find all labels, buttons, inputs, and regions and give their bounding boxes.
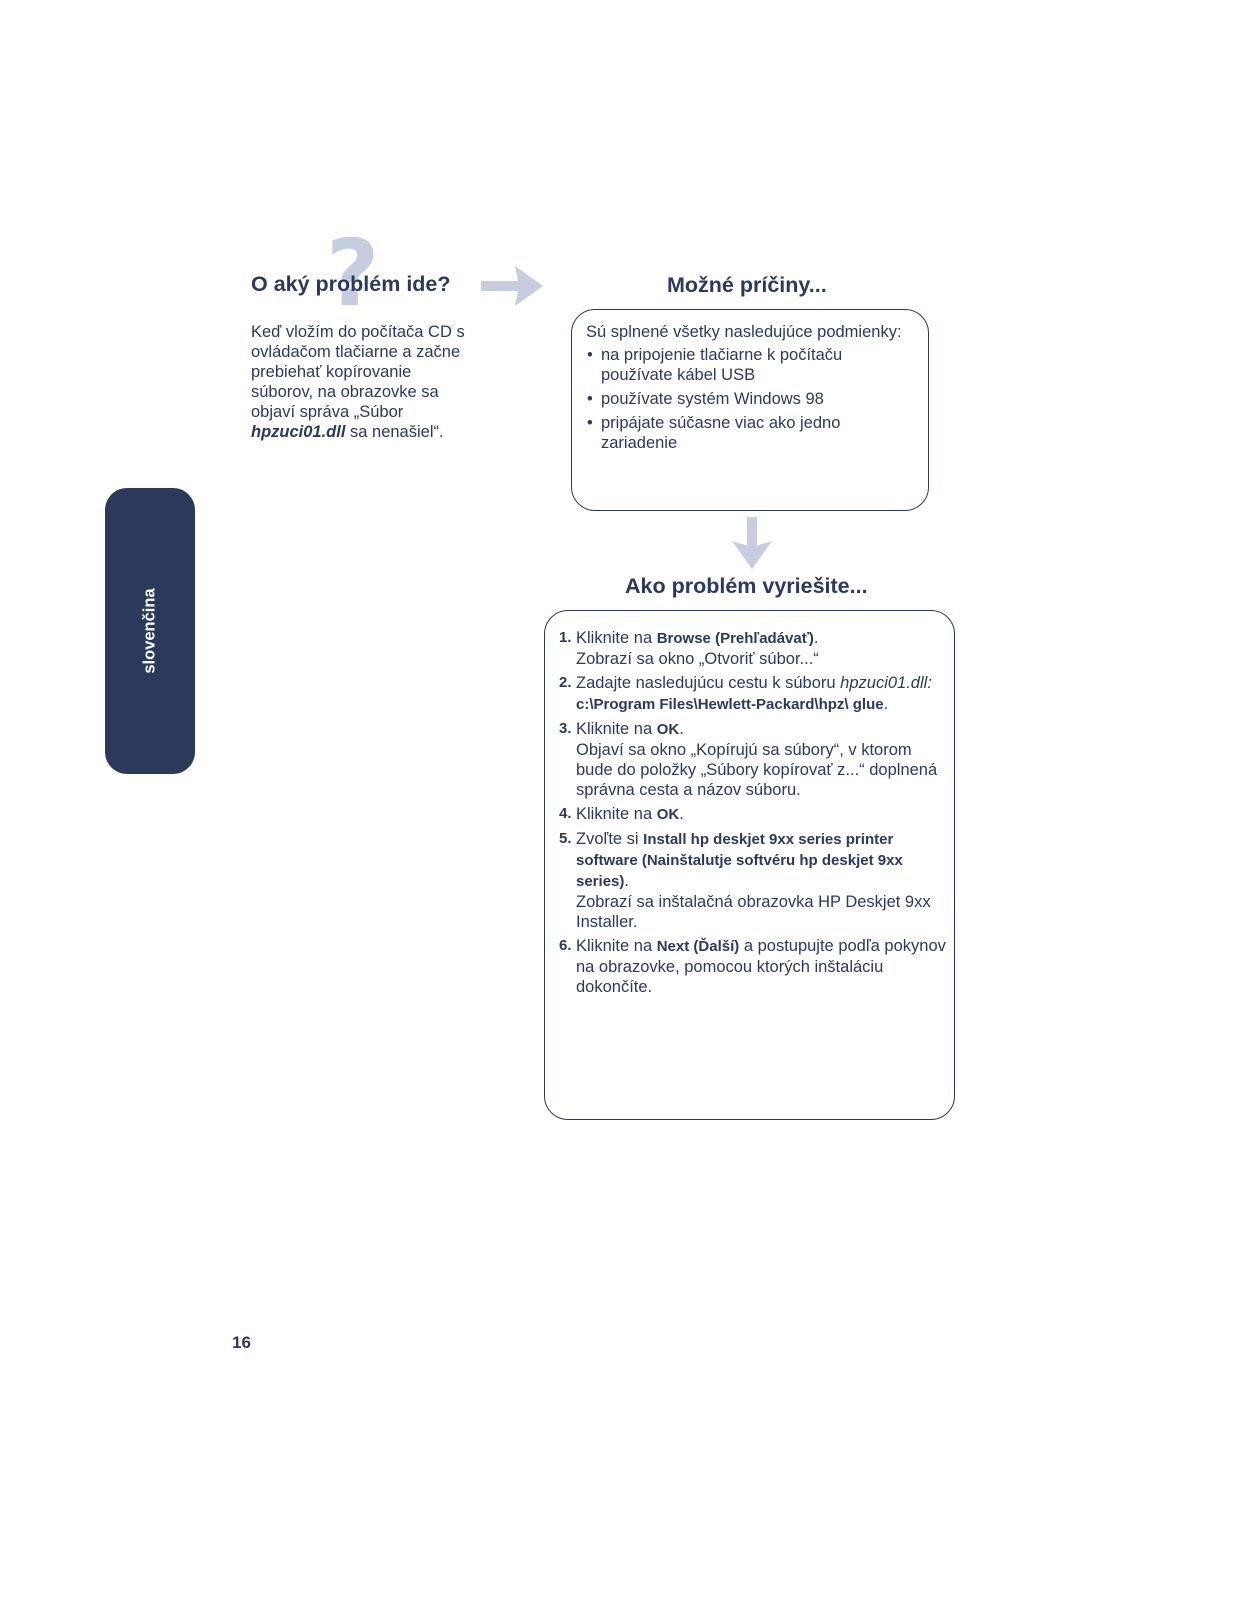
step-italic: hpzuci01.dll: <box>840 674 932 692</box>
bullet: • <box>587 414 593 432</box>
step-bold: Next (Ďalší) <box>656 938 740 955</box>
step-number: 3. <box>559 720 572 737</box>
step-number: 2. <box>559 674 572 691</box>
solution-steps <box>559 628 946 997</box>
step-text: . <box>624 872 629 890</box>
causes-box <box>571 309 929 511</box>
list-item <box>586 345 918 385</box>
causes-list <box>586 345 918 453</box>
solution-heading: Ako problém vyriešite... <box>625 574 868 598</box>
step-text: Kliknite na <box>576 805 657 823</box>
language-tab-label: slovenčina <box>140 588 159 674</box>
page-number: 16 <box>232 1333 251 1352</box>
step-result: Zobrazí sa okno „Otvoriť súbor...“ <box>576 650 819 668</box>
step-number: 1. <box>559 629 572 646</box>
step-text: . <box>813 629 819 647</box>
cause-text: používate systém Windows 98 <box>601 390 824 408</box>
list-item <box>586 389 918 409</box>
list-item <box>586 413 918 453</box>
step-bold: OK <box>656 806 680 823</box>
list-item <box>559 719 946 800</box>
problem-text-before: Keď vložím do počítača CD s ovládačom tlačiarne a začne prebiehať kopírovanie súborov, na obrazovke sa objaví správa „Súbor <box>251 323 465 421</box>
step-text: . <box>679 720 684 738</box>
step-text: . <box>883 695 889 713</box>
step-number: 6. <box>559 937 572 954</box>
list-item <box>559 804 946 825</box>
step-result: Zobrazí sa inštalačná obrazovka HP Deskjet 9xx Installer. <box>576 893 931 931</box>
bullet: • <box>587 346 593 364</box>
cause-text: na pripojenie tlačiarne k počítaču používate kábel USB <box>601 346 843 384</box>
causes-heading: Možné príčiny... <box>667 273 827 297</box>
list-item <box>559 673 946 715</box>
step-bold: Install hp deskjet 9xx series printer software (Nainštalutje softvéru hp deskjet 9xx series) <box>576 831 903 890</box>
bullet: • <box>587 390 593 408</box>
solution-box <box>544 610 955 1120</box>
arrow-right-icon <box>481 266 543 306</box>
step-number: 5. <box>559 830 572 847</box>
step-bold: OK <box>656 721 680 738</box>
cause-text: pripájate súčasne viac ako jedno zariadenie <box>601 414 841 452</box>
question-mark-icon: ? <box>326 220 380 327</box>
step-text: Zvoľte si <box>576 830 644 848</box>
list-item <box>559 628 946 669</box>
step-text: Kliknite na <box>576 937 657 955</box>
problem-filename: hpzuci01.dll <box>251 423 346 441</box>
step-text: Zadajte nasledujúcu cestu k súboru <box>576 674 841 692</box>
step-text: Kliknite na <box>576 720 657 738</box>
causes-intro: Sú splnené všetky nasledujúce podmienky: <box>586 323 902 341</box>
step-text: . <box>679 805 684 823</box>
arrow-down-icon <box>732 517 772 569</box>
problem-heading: O aký problém ide? <box>251 272 451 296</box>
step-bold: Browse (Prehľadávať) <box>656 630 814 647</box>
problem-text-after: sa nenašiel“. <box>345 423 444 441</box>
step-result: Objaví sa okno „Kopírujú sa súbory“, v ktorom bude do položky „Súbory kopírovať z...“ doplnená správna cesta a názov súboru. <box>576 741 938 799</box>
step-text: Kliknite na <box>576 629 657 647</box>
list-item <box>559 829 946 932</box>
step-number: 4. <box>559 805 572 822</box>
language-tab <box>105 488 195 774</box>
list-item <box>559 936 946 997</box>
problem-description <box>251 322 471 442</box>
step-text: a postupujte podľa pokynov na obrazovke, pomocou ktorých inštaláciu dokončíte. <box>576 937 946 996</box>
step-bold: c:\Program Files\Hewlett-Packard\hpz\ glue <box>576 696 884 713</box>
